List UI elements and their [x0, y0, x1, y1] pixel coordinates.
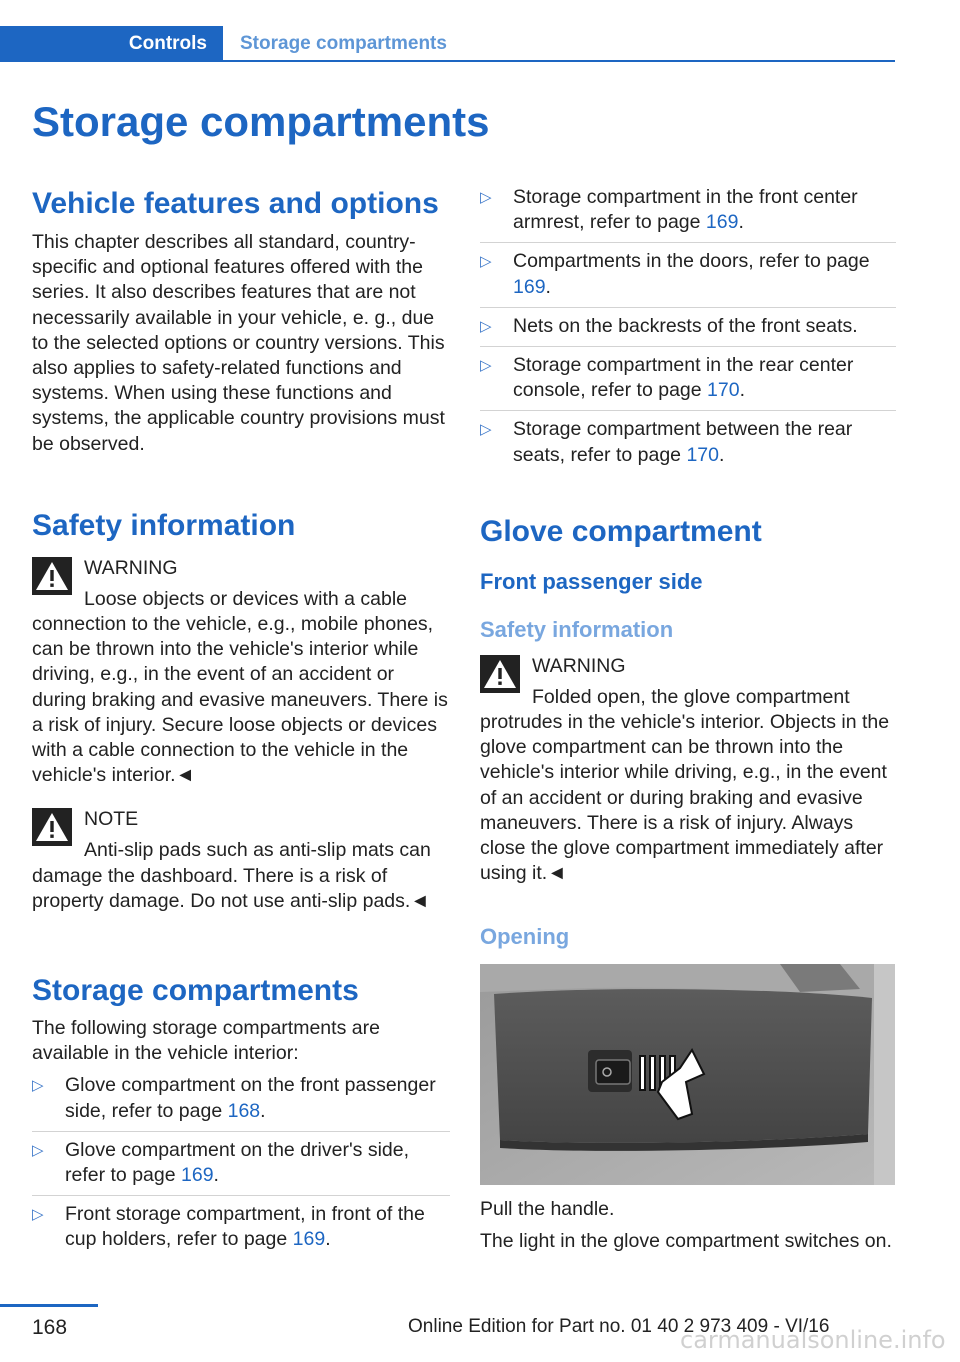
list-item: ▷ Storage compartment between the rear seats, refer to page 170.	[480, 418, 853, 466]
bullet-icon: ▷	[480, 317, 492, 335]
edition-info: Online Edition for Part no. 01 40 2 973 409 - VI/16	[408, 1316, 830, 1337]
page-link[interactable]: 169	[513, 275, 546, 298]
bullet-icon: ▷	[480, 357, 492, 375]
right-column	[480, 185, 896, 1254]
bullet-icon: ▷	[32, 1141, 44, 1159]
caution-icon	[32, 808, 72, 846]
storage-heading: Storage compartments	[32, 974, 359, 1008]
warning-label: WARNING	[532, 654, 626, 677]
page-title: Storage compartments	[32, 98, 490, 145]
warning-text: protrudes in the vehicle's interior. Objects in the glove compartment can be thrown into the vehicle's interior while driving, e.g., in the event of an accident or during braking and evasive maneuvers. There is a risk of injury. Always close the glove compartment immediately after using it.◄	[480, 711, 890, 885]
bullet-icon: ▷	[480, 253, 492, 271]
watermark: carmanualsonline.info	[680, 1326, 946, 1354]
page-link[interactable]: 169	[292, 1228, 326, 1251]
footer-rule	[0, 1304, 98, 1307]
warning-block	[32, 555, 450, 789]
light-text: The light in the glove compartment switches on.	[480, 1229, 892, 1252]
page-link[interactable]: 168	[227, 1099, 261, 1122]
glove-compartment-photo	[480, 964, 895, 1185]
page-link[interactable]: 169	[181, 1164, 214, 1187]
bullet-icon: ▷	[480, 421, 492, 439]
warning-first-line: Loose objects or devices with a cable	[84, 587, 408, 610]
page-link[interactable]: 169	[705, 211, 739, 234]
bullet-icon: ▷	[32, 1206, 44, 1224]
note-text: damage the dashboard. There is a risk of property damage. Do not use anti-slip pads.◄	[32, 864, 430, 912]
note-label: NOTE	[84, 808, 139, 831]
glove-warning-block	[480, 653, 896, 887]
chapter-tab: Controls	[0, 26, 223, 62]
list-item: ▷ Front storage compartment, in front of the cup holders, refer to page 169.	[32, 1203, 425, 1251]
list-item: ▷ Storage compartment in the front center armrest, refer to page 169.	[480, 185, 896, 243]
running-header	[0, 26, 895, 62]
storage-list-left	[32, 1073, 450, 1259]
page-number: 168	[32, 1316, 68, 1339]
pull-text: Pull the handle.	[480, 1198, 615, 1221]
list-item: ▷ Nets on the backrests of the front seats.	[480, 314, 896, 347]
safety-subheading: Safety information	[480, 616, 674, 642]
list-item: ▷ Glove compartment on the front passenger side, refer to page 168.	[32, 1073, 450, 1131]
glove-heading: Glove compartment	[480, 514, 762, 548]
list-item: ▷ Glove compartment on the driver's side, refer to page 169.	[32, 1138, 450, 1196]
warning-first-line: Folded open, the glove compartment	[532, 685, 850, 708]
section-tab: Storage compartments	[240, 33, 447, 54]
storage-list-right	[480, 185, 896, 475]
bullet-icon: ▷	[480, 189, 492, 206]
vehicle-features-heading: Vehicle features and options	[32, 187, 439, 220]
page-link[interactable]: 170	[686, 443, 719, 466]
note-block	[32, 806, 450, 914]
warning-text: connection to the vehicle, e.g., mobile phones, can be thrown into the vehicle's interior while driving, e.g., in the event of an accident or during braking and evasive maneuvers. There is a risk of injury. Secure loose objects or devices with a cable connection to the vehicle in the vehicle's interior.◄	[32, 613, 448, 787]
storage-intro: The following storage compartments are available in the vehicle interior:	[32, 1017, 380, 1065]
front-passenger-heading: Front passenger side	[480, 568, 703, 594]
warning-icon	[480, 655, 520, 693]
left-column	[32, 185, 450, 1266]
opening-heading: Opening	[480, 924, 570, 950]
list-item: ▷ Storage compartment in the rear center console, refer to page 170.	[480, 353, 896, 411]
warning-icon	[32, 557, 72, 595]
list-item: ▷ Compartments in the doors, refer to page 169.	[480, 249, 896, 307]
header-rule	[0, 60, 895, 62]
safety-heading: Safety information	[32, 508, 296, 542]
warning-label: WARNING	[84, 556, 178, 579]
note-first-line: Anti-slip pads such as anti-slip mats can	[84, 839, 431, 862]
page-link[interactable]: 170	[707, 379, 740, 402]
vehicle-features-text: This chapter describes all standard, country-specific and optional features offered with the series. It also describes features that are not necessarily available in your vehicle, e. g., due to the selected options or country versions. This also applies to safety-related functions and systems. When using these functions and systems, the applicable country provisions must be observed.	[32, 231, 445, 455]
bullet-icon: ▷	[32, 1077, 44, 1095]
